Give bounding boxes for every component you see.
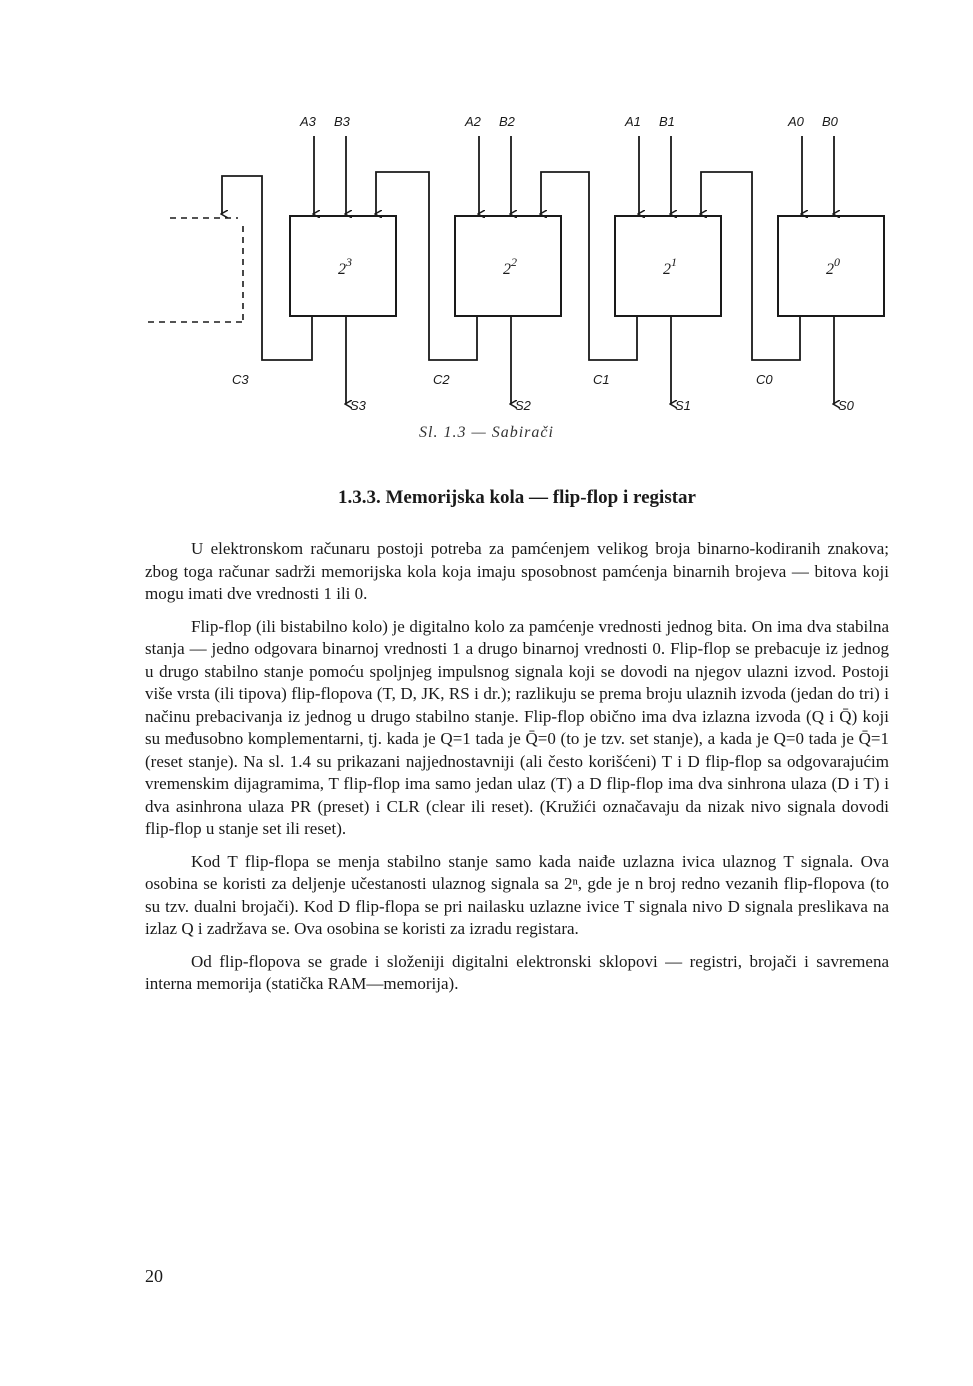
carry-label: C1 xyxy=(593,372,610,387)
input-b-label: B2 xyxy=(499,114,515,129)
input-b-label: B1 xyxy=(659,114,675,129)
paragraph: U elektronskom računaru postoji potreba za pamćenjem velikog broja binarno-kodiranih znakova; zbog toga računar sadrži memorijska kola koja imaju sposobnost pamćenja binarnih brojeva — bitova koji mogu imati dve vrednosti 1 ili 0. xyxy=(145,539,889,603)
input-a-label: A1 xyxy=(625,114,641,129)
sum-label: S3 xyxy=(350,398,366,413)
adder-block-label: $2^3$ xyxy=(338,255,352,278)
section-heading: 1.3.3. Memorijska kola — flip-flop i registar xyxy=(338,487,696,508)
sum-label: S2 xyxy=(515,398,531,413)
carry-label: C2 xyxy=(433,372,450,387)
page-number: 20 xyxy=(145,1266,163,1286)
input-a-label: A0 xyxy=(788,114,804,129)
adder-block-label: $2^0$ xyxy=(826,255,840,278)
adder-block-label: $2^1$ xyxy=(663,255,677,278)
input-a-label: A2 xyxy=(465,114,481,129)
input-b-label: B0 xyxy=(822,114,838,129)
paragraph: Flip-flop (ili bistabilno kolo) je digitalno kolo za pamćenje vrednosti jednog bita. On ima dva stabilna stanja — jedno odgovara binarnoj vrednosti 1 a drugo binarnoj vrednosti 0. Flip-flop se prebacuje iz jednog u drugo stabilno stanje pomoću spoljnjeg impulsnog signala koji se dovodi na njegov ulazni izvod. Postoji više vrsta (ili tipova) flip-flopova (T, D, JK, RS i dr.); razlikuju se prema broju ulaznih izvoda (jedan do tri) i načinu prebacivanja iz jednog u drugo stabilno stanje. Flip-flop obično ima dva izlazna izvoda (Q i Q̄) koji su međusobno komplementarni, tj. kada je Q=1 tada je Q̄=0 (to je tzv. set stanje), a kada je Q=0 tada je Q̄=1 (reset stanje). Na sl. 1.4 su prikazani najjednostavniji (ali često korišćeni) T i D flip-flop sa odgovarajućim vremenskim dijagramima, T flip-flop ima samo jedan ulaz (T) a D flip-flop ima dva sinhrona ulaza (D i T) i dva asinhrona ulaza PR (preset) i CLR (clear ili reset). (Kružići označavaju da nizak nivo signala dovodi flip-flop u stanje set ili reset). xyxy=(145,616,889,838)
figure-caption: Sl. 1.3 — Sabirači xyxy=(419,424,554,441)
carry-label: C3 xyxy=(232,372,249,387)
sum-label: S1 xyxy=(675,398,691,413)
input-b-label: B3 xyxy=(334,114,350,129)
sum-label: S0 xyxy=(838,398,854,413)
input-a-label: A3 xyxy=(300,114,316,129)
carry-label: C0 xyxy=(756,372,773,387)
adder-diagram xyxy=(0,0,973,480)
paragraph: Kod T flip-flopa se menja stabilno stanje samo kada naiđe uzlazna ivica ulaznog T signala. Ova osobina se koristi za deljenje učestanosti ulaznog signala sa 2ⁿ, gde je n broj redno vezanih flip-flopova (to su tzv. dualni brojači). Kod D flip-flopa se pri nailasku uzlazne ivice T signala nivo D signala preslikava na izlaz Q i zadržava se. Ova osobina se koristi za izradu registara. xyxy=(145,851,889,938)
paragraph: Od flip-flopova se grade i složeniji digitalni elektronski sklopovi — registri, brojači i savremena interna memorija (statička RAM—memorija). xyxy=(145,951,889,993)
body-text xyxy=(145,538,889,1006)
adder-block-label: $2^2$ xyxy=(503,255,517,278)
